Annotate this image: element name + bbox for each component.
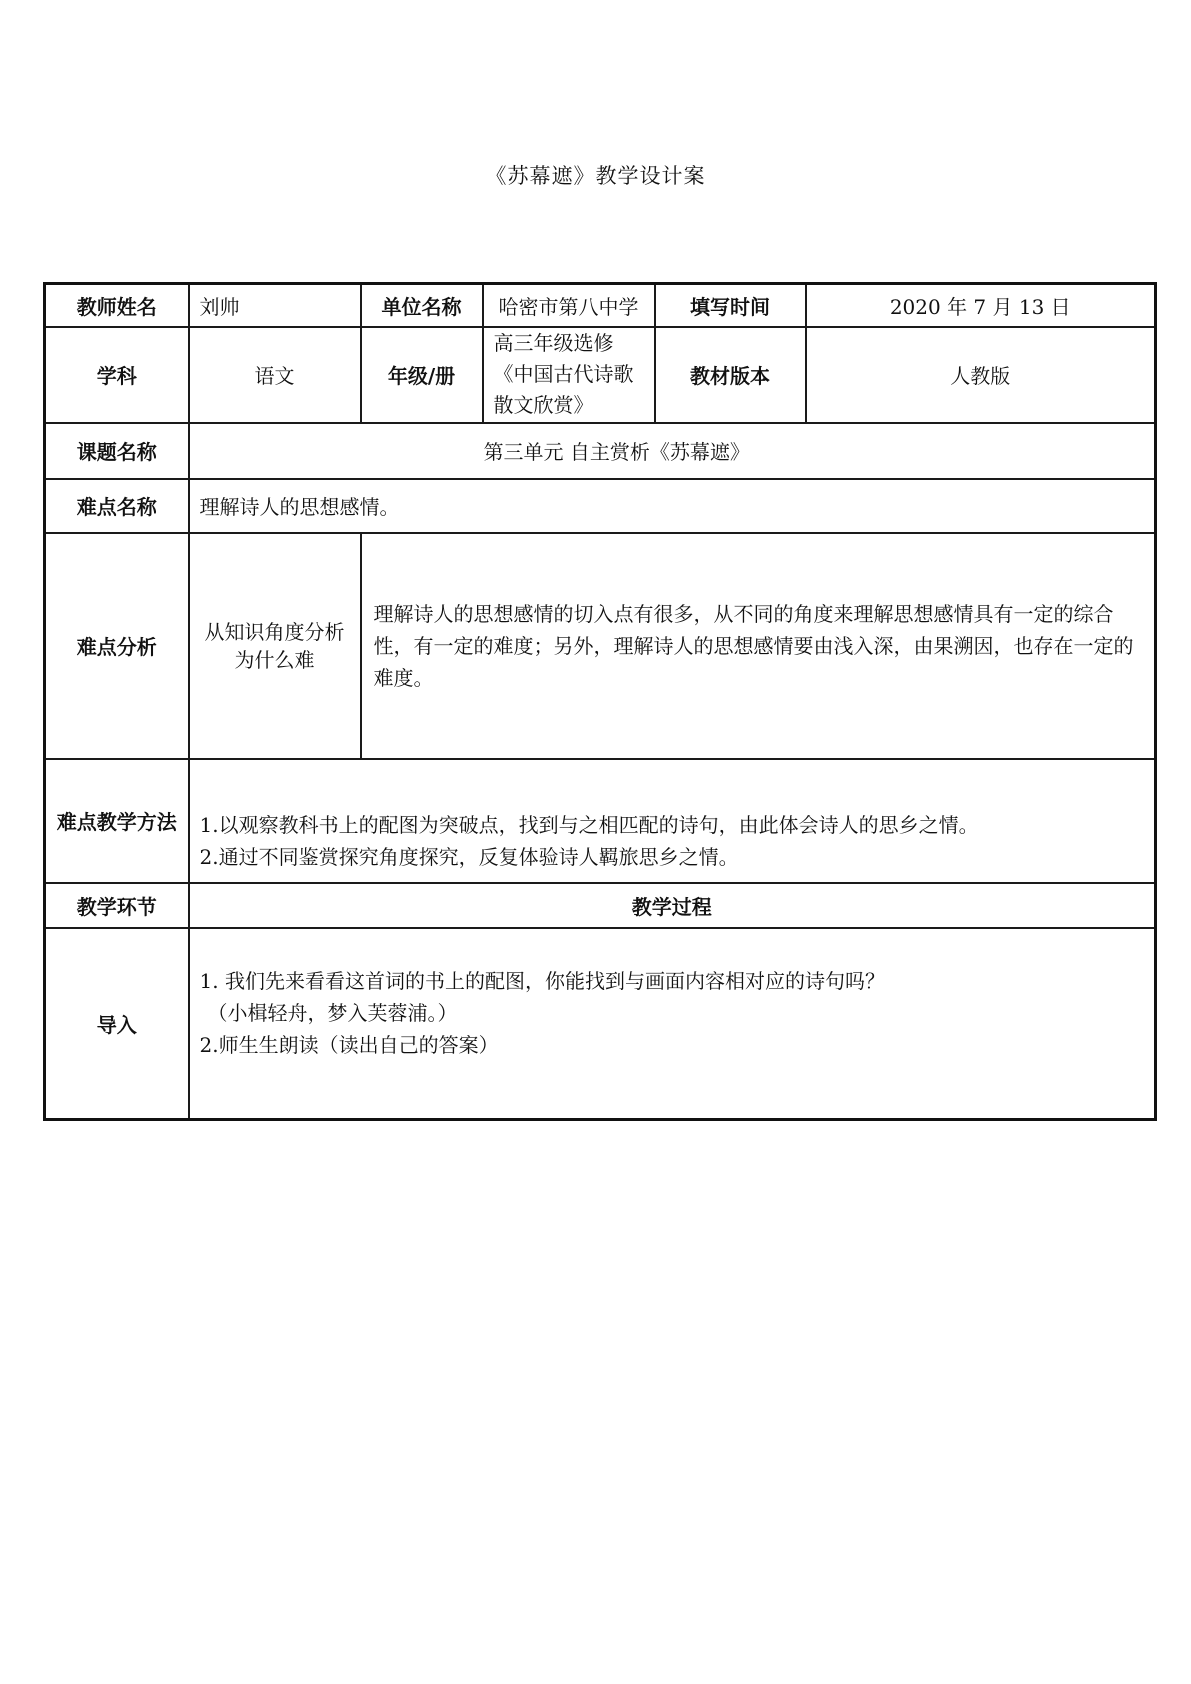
intro-label: 导入 [45,928,189,1120]
grade-value [483,327,655,423]
analysis-sub-line: 从知识角度分析 [204,619,345,644]
teacher-value: 刘帅 [189,284,361,327]
process-header: 教学过程 [189,883,1156,928]
method-list [189,759,1156,883]
stage-header: 教学环节 [45,883,189,928]
intro-line: 2.师生生朗读（读出自己的答案） [199,1033,499,1058]
analysis-sub-line: 为什么难 [234,647,315,672]
difficulty-label: 难点名称 [45,479,189,533]
analysis-row [45,533,1156,759]
subject-label: 学科 [45,327,189,423]
method-label: 难点教学方法 [45,759,189,883]
method-item: 1.以观察教科书上的配图为突破点，找到与之相匹配的诗句，由此体会诗人的思乡之情。 [199,812,979,837]
process-header-row [45,883,1156,928]
date-label: 填写时间 [655,284,806,327]
topic-label: 课题名称 [45,423,189,479]
intro-line: 1. 我们先来看看这首词的书上的配图，你能找到与画面内容相对应的诗句吗？ [199,969,885,994]
intro-row [45,928,1156,1120]
subject-value: 语文 [189,327,361,423]
method-item: 2.通过不同鉴赏探究角度探究，反复体验诗人羁旅思乡之情。 [199,844,739,869]
analysis-text: 理解诗人的思想感情的切入点有很多，从不同的角度来理解思想感情具有一定的综合性，有一定的难度；另外，理解诗人的思想感情要由浅入深，由果溯因，也存在一定的难度。 [361,533,1156,759]
unit-label: 单位名称 [361,284,483,327]
date-value: 2020 年 7 月 13 日 [806,284,1156,327]
intro-line: （小楫轻舟，梦入芙蓉浦。） [207,1001,458,1026]
difficulty-row [45,479,1156,533]
topic-value: 第三单元 自主赏析《苏幕遮》 [189,423,1156,479]
topic-row [45,423,1156,479]
grade-line: 《中国古代诗歌 [493,362,634,386]
intro-content [189,928,1156,1120]
teacher-label: 教师姓名 [45,284,189,327]
method-row [45,759,1156,883]
analysis-label: 难点分析 [45,533,189,759]
textbook-label: 教材版本 [655,327,806,423]
grade-line: 散文欣赏》 [493,393,594,417]
unit-value: 哈密市第八中学 [483,284,655,327]
analysis-sub-label [189,533,361,759]
header-row [45,284,1156,327]
lesson-plan-table [43,282,1157,1121]
page-title: 《苏幕遮》教学设计案 [485,164,706,188]
textbook-value: 人教版 [806,327,1156,423]
grade-label: 年级/册 [361,327,483,423]
grade-line: 高三年级选修 [493,331,614,355]
subject-row [45,327,1156,423]
difficulty-value: 理解诗人的思想感情。 [189,479,1156,533]
